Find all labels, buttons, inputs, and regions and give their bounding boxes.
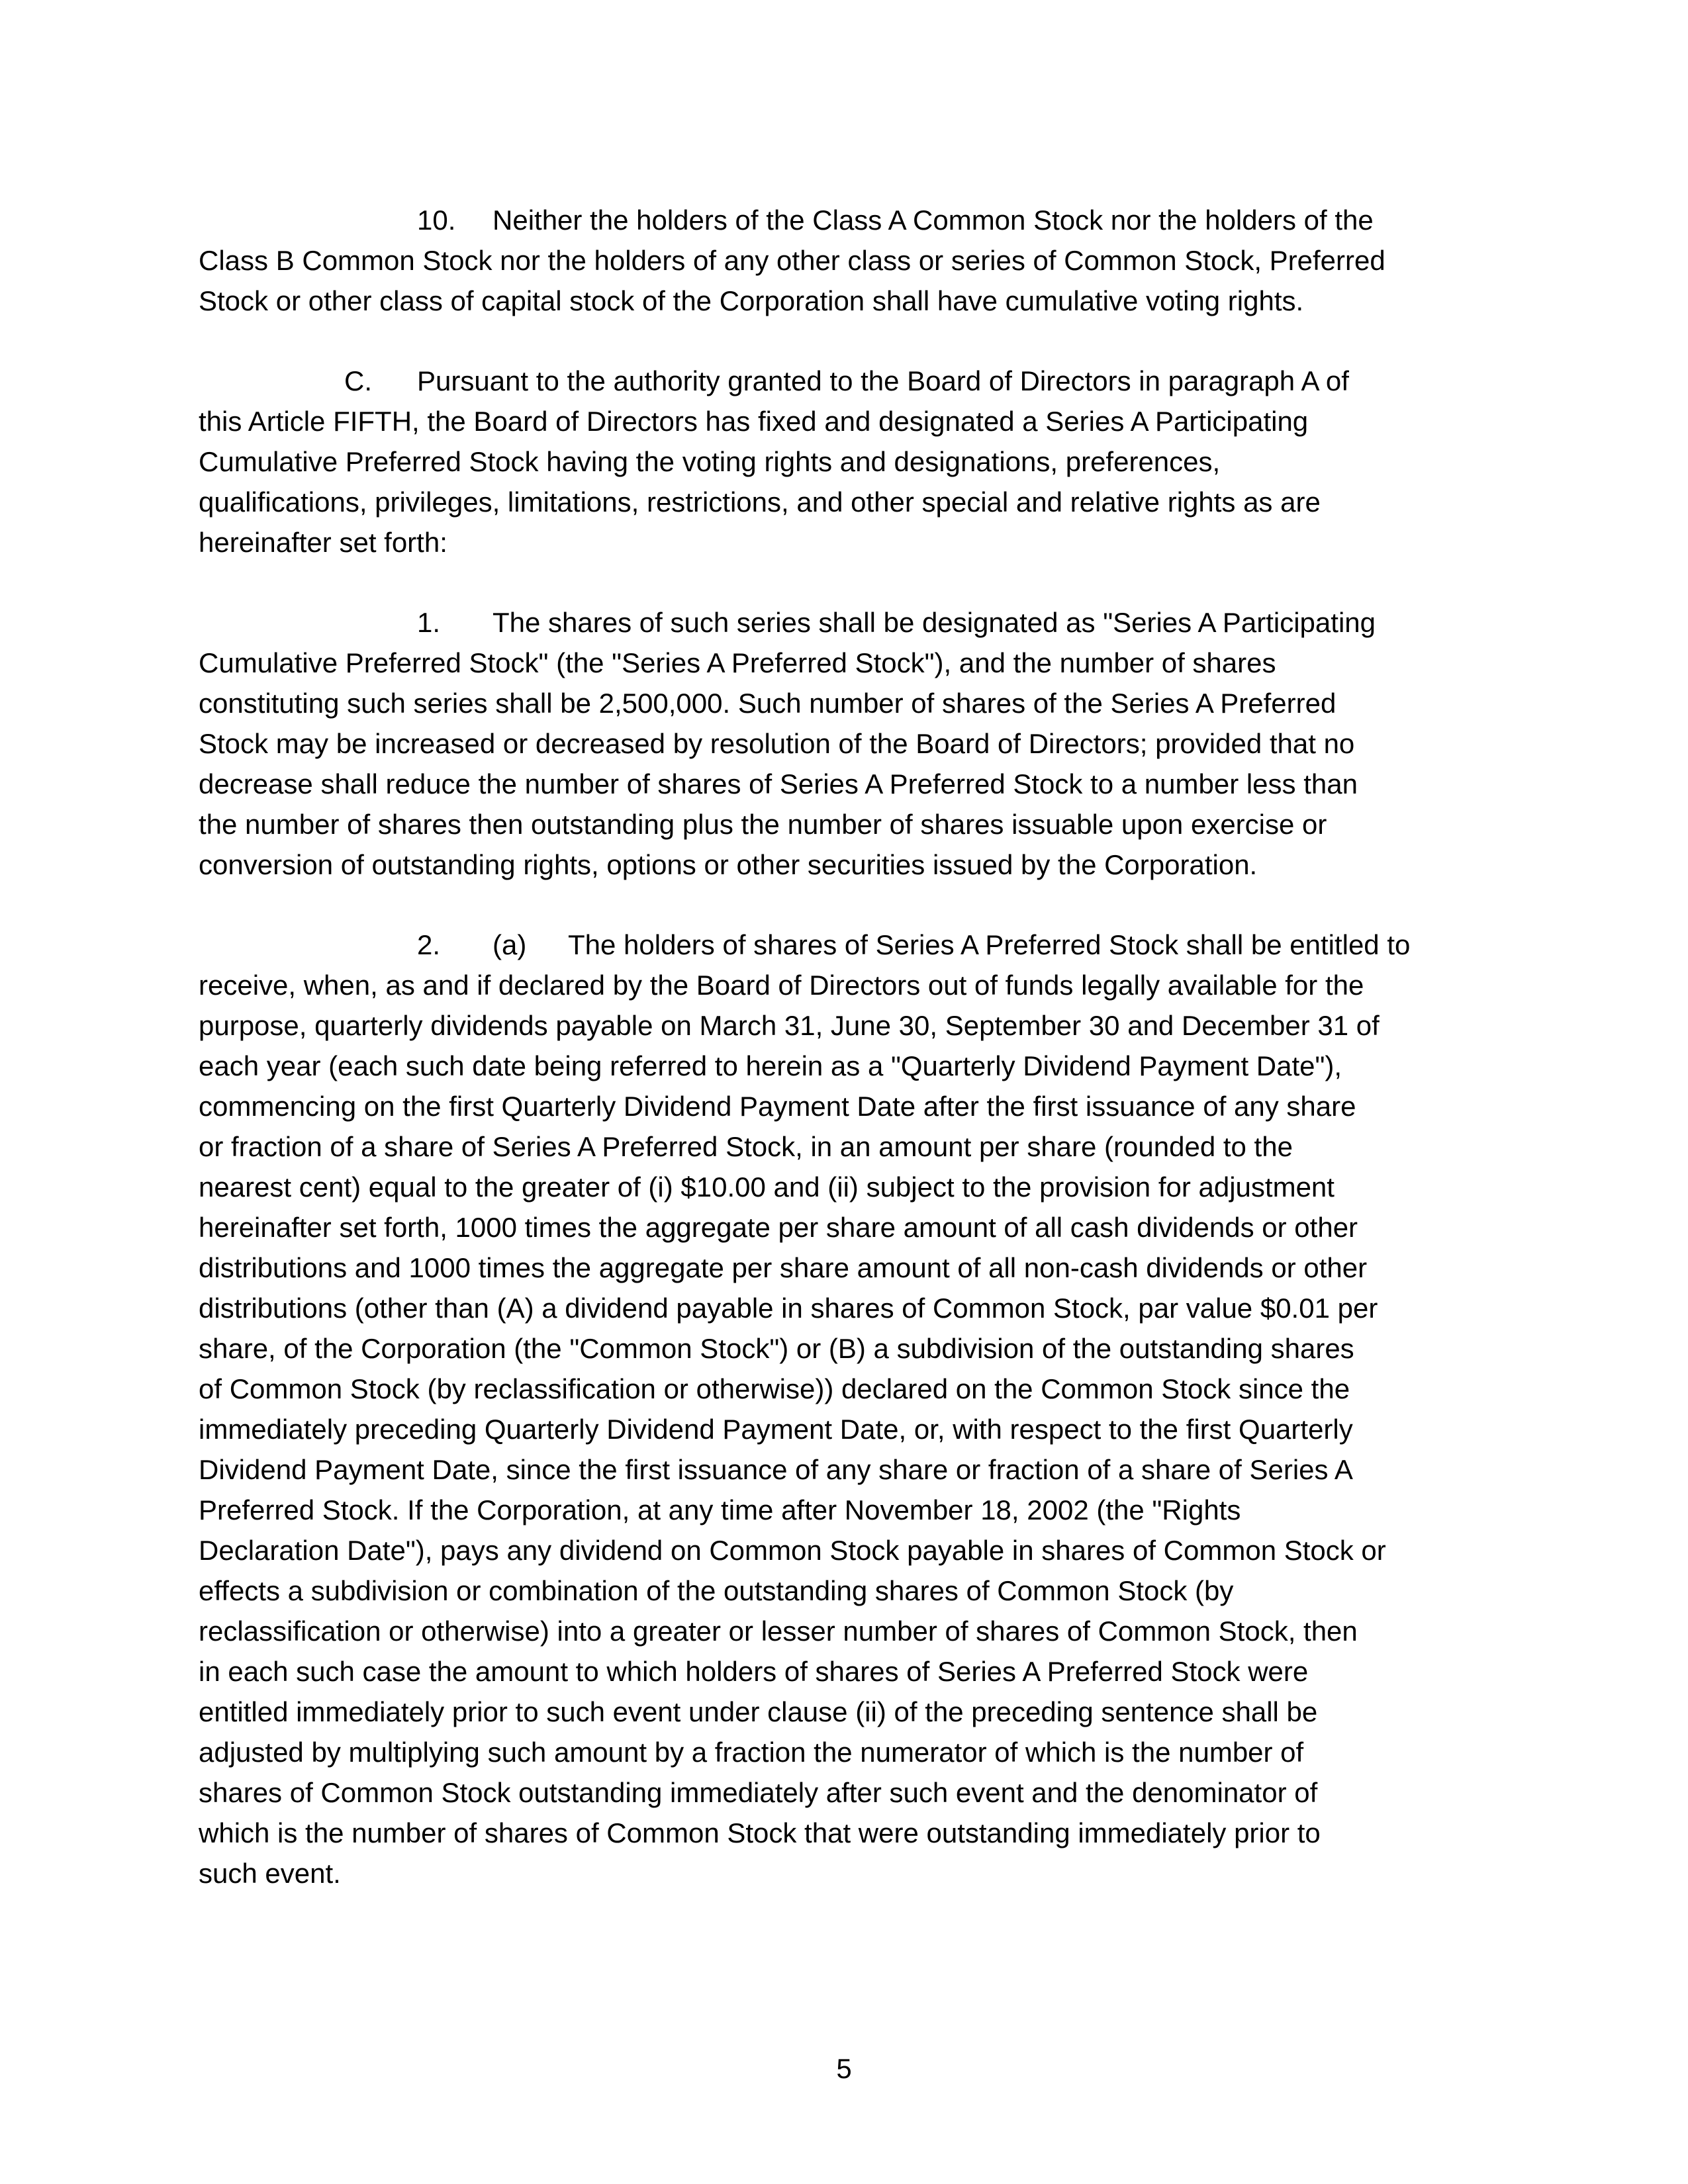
text-line: purpose, quarterly dividends payable on March 31, June 30, September 30 and December 31 of [199,1010,1380,1041]
text-line: hereinafter set forth, 1000 times the aggregate per share amount of all cash dividends or other [199,1212,1358,1243]
text-line: constituting such series shall be 2,500,000. Such number of shares of the Series A Preferred [199,688,1336,719]
text-line: this Article FIFTH, the Board of Directors has fixed and designated a Series A Participating [199,406,1309,437]
text-line: Declaration Date"), pays any dividend on Common Stock payable in shares of Common Stock or [199,1535,1386,1566]
text-line: Cumulative Preferred Stock having the voting rights and designations, preferences, [199,446,1221,477]
text-line: distributions and 1000 times the aggregate per share amount of all non-cash dividends or other [199,1252,1368,1283]
text-line: immediately preceding Quarterly Dividend Payment Date, or, with respect to the first Quarterly [199,1414,1353,1445]
text-line: Dividend Payment Date, since the first issuance of any share or fraction of a share of Series A [199,1454,1353,1485]
text-line: Stock or other class of capital stock of the Corporation shall have cumulative voting rights. [199,285,1304,316]
text-line: conversion of outstanding rights, options or other securities issued by the Corporation. [199,849,1258,880]
text-line: or fraction of a share of Series A Preferred Stock, in an amount per share (rounded to the [199,1131,1293,1162]
text-line: The holders of shares of Series A Preferred Stock shall be entitled to [568,929,1411,960]
text-line: Preferred Stock. If the Corporation, at any time after November 18, 2002 (the "Rights [199,1494,1241,1525]
text-line: The shares of such series shall be designated as "Series A Participating [492,607,1376,638]
text-line: share, of the Corporation (the "Common Stock") or (B) a subdivision of the outstanding shares [199,1333,1354,1364]
text-line: each year (each such date being referred to herein as a "Quarterly Dividend Payment Date"), [199,1050,1342,1081]
text-line: Cumulative Preferred Stock" (the "Series A Preferred Stock"), and the number of shares [199,647,1276,678]
text-line: the number of shares then outstanding plus the number of shares issuable upon exercise or [199,809,1327,840]
text-line: entitled immediately prior to such event under clause (ii) of the preceding sentence shall be [199,1696,1318,1727]
paragraph-number: 10. [417,205,456,236]
text-line: adjusted by multiplying such amount by a fraction the numerator of which is the number of [199,1737,1304,1768]
text-line: of Common Stock (by reclassification or otherwise)) declared on the Common Stock since the [199,1373,1350,1404]
text-line: decrease shall reduce the number of shares of Series A Preferred Stock to a number less than [199,768,1358,799]
text-line: distributions (other than (A) a dividend payable in shares of Common Stock, par value $0.01 per [199,1293,1378,1324]
paragraph-number: 2. [417,929,441,960]
text-line: shares of Common Stock outstanding immediately after such event and the denominator of [199,1777,1318,1808]
text-line: nearest cent) equal to the greater of (i) $10.00 and (ii) subject to the provision for adjustment [199,1171,1335,1203]
text-line: hereinafter set forth: [199,527,447,558]
text-line: commencing on the first Quarterly Dividend Payment Date after the first issuance of any share [199,1091,1356,1122]
text-line: receive, when, as and if declared by the Board of Directors out of funds legally available for the [199,970,1364,1001]
paragraph-letter: C. [344,365,372,396]
text-line: such event. [199,1858,341,1889]
text-line: Stock may be increased or decreased by resolution of the Board of Directors; provided that no [199,728,1355,759]
text-line: qualifications, privileges, limitations, restrictions, and other special and relative rights as are [199,486,1321,518]
text-line: effects a subdivision or combination of the outstanding shares of Common Stock (by [199,1575,1234,1606]
text-line: which is the number of shares of Common Stock that were outstanding immediately prior to [199,1817,1321,1848]
text-line: Class B Common Stock nor the holders of any other class or series of Common Stock, Preferred [199,245,1385,276]
page-number: 5 [836,2053,852,2084]
text-line: Pursuant to the authority granted to the Board of Directors in paragraph A of [417,365,1349,396]
text-line: reclassification or otherwise) into a greater or lesser number of shares of Common Stock, then [199,1615,1358,1647]
text-line: in each such case the amount to which holders of shares of Series A Preferred Stock were [199,1656,1309,1687]
paragraph-number: 1. [417,607,441,638]
subparagraph-label: (a) [492,929,527,960]
text-line: Neither the holders of the Class A Common Stock nor the holders of the [492,205,1374,236]
